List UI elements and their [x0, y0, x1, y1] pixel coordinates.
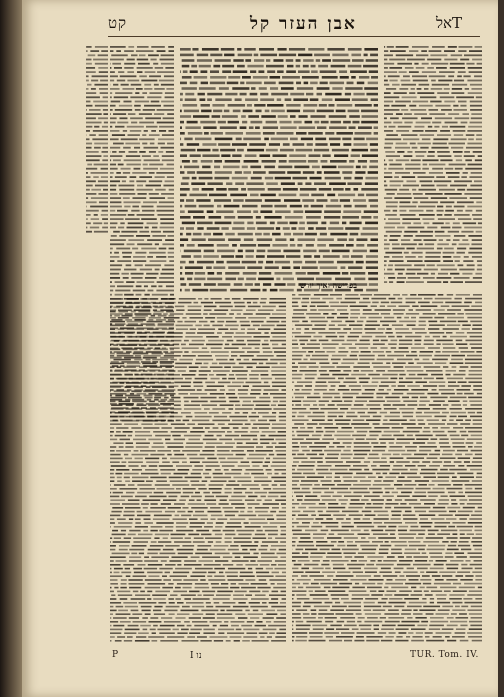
page-edge — [498, 0, 504, 697]
header-marginal-mark: Tאל — [436, 14, 463, 32]
marginal-notes-column — [84, 44, 108, 234]
text-lines — [84, 44, 108, 234]
header-page-folio: קט — [108, 14, 128, 32]
text-lines — [290, 292, 482, 642]
footer-signature-left: P — [112, 650, 119, 660]
text-lines — [108, 296, 286, 642]
commentary-column-bottom-right — [290, 292, 482, 642]
footer-signature-mark: נו I — [190, 651, 202, 661]
text-lines — [382, 44, 482, 284]
commentary-column-bottom-left — [108, 296, 286, 642]
text-lines — [178, 46, 378, 292]
commentary-column-right — [382, 44, 482, 284]
section-heading: בפרישה ואיך יורש — [300, 280, 358, 290]
header-rule — [108, 36, 480, 37]
header-title: אבן העזר קל — [250, 14, 357, 34]
book-spine — [0, 0, 22, 697]
main-text-block — [178, 46, 378, 292]
footer-volume-label: TUR. Tom. IV. — [410, 650, 479, 660]
